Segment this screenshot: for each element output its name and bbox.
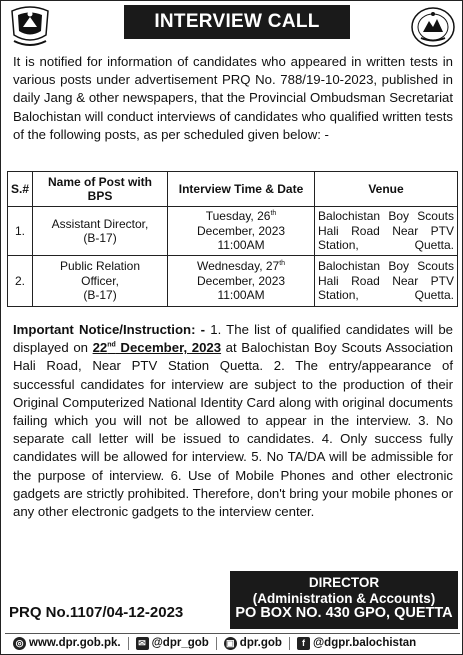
row-interview-time xyxy=(168,256,315,307)
venue-line: Hali Road Near PTV xyxy=(318,273,454,288)
day-suffix: th xyxy=(279,260,286,268)
divider xyxy=(216,637,217,650)
table-row xyxy=(8,256,458,307)
display-date-day: 22 xyxy=(92,340,108,356)
post-line: Assistant Director, xyxy=(51,216,149,231)
header-serial: S.# xyxy=(8,172,33,207)
display-date-suffix: nd xyxy=(107,341,116,349)
important-notice xyxy=(13,321,453,521)
instagram-link[interactable] xyxy=(224,637,282,650)
day-suffix: th xyxy=(270,210,277,218)
notice-text: 1. The list of qualified candidates will be displayed on xyxy=(13,322,453,356)
venue-line: Hali Road Near PTV xyxy=(318,223,454,238)
facebook-text: @dgpr.balochistan xyxy=(312,637,417,649)
twitter-icon: ✉ xyxy=(136,637,149,650)
table-header-row xyxy=(8,172,458,207)
instagram-text: dpr.gob xyxy=(239,637,282,649)
display-date xyxy=(93,340,221,355)
display-date-rest: December, 2023 xyxy=(115,340,222,356)
row-serial: 1. xyxy=(8,207,33,256)
venue-line: Station, Quetta. xyxy=(318,238,454,253)
website-link[interactable] xyxy=(13,637,121,650)
interview-time: 11:00AM xyxy=(217,288,265,303)
header-post-line2: BPS xyxy=(87,189,113,203)
notice-heading: Important Notice/Instruction: - xyxy=(13,322,206,337)
row-venue xyxy=(315,207,458,256)
header-post xyxy=(33,172,168,207)
header-post-line1: Name of Post with xyxy=(48,174,153,189)
interview-time: 11:00AM xyxy=(217,238,265,253)
interview-date: December, 2023 xyxy=(196,273,286,288)
venue-line: Station, Quetta. xyxy=(318,288,454,303)
twitter-link[interactable] xyxy=(136,637,209,650)
row-interview-time xyxy=(168,207,315,256)
venue-line: Balochistan Boy Scouts xyxy=(318,209,454,224)
director-po-box: PO BOX NO. 430 GPO, QUETTA xyxy=(235,605,453,621)
table-row xyxy=(8,207,458,256)
globe-icon: ◎ xyxy=(13,637,26,650)
header-time: Interview Time & Date xyxy=(168,172,315,207)
row-post xyxy=(33,207,168,256)
interview-day: Tuesday, 26 xyxy=(205,209,271,224)
venue-line: Balochistan Boy Scouts xyxy=(318,259,454,274)
interview-day: Wednesday, 27 xyxy=(196,259,280,274)
twitter-text: @dpr_gob xyxy=(151,637,209,649)
prq-number: PRQ No.1107/04-12-2023 xyxy=(9,604,184,621)
row-serial: 2. xyxy=(8,256,33,307)
page-title: INTERVIEW CALL xyxy=(124,5,350,39)
row-post xyxy=(33,256,168,307)
row-venue xyxy=(315,256,458,307)
post-line: Officer, xyxy=(81,273,119,288)
balochistan-seal-icon xyxy=(409,5,457,49)
post-line: (B-17) xyxy=(83,288,117,303)
director-title: DIRECTOR xyxy=(308,575,380,590)
director-address-block xyxy=(230,571,458,629)
post-line: (B-17) xyxy=(83,231,117,245)
director-department: (Administration & Accounts) xyxy=(252,590,436,606)
divider xyxy=(289,637,290,650)
website-text: www.dpr.gob.pk. xyxy=(29,637,121,649)
facebook-link[interactable] xyxy=(297,637,416,650)
divider xyxy=(128,637,129,650)
notice-text: at Balochistan Boy Scouts Association Hali Road, Near PTV Station Quetta. 2. The entry/appearance of successful candidates for interview are subject to the production of their Original Computerized National Identity Card along with original documents failing which you will not be allowed to appear in the interview. 3. No separate call letter will be issued to candidates. 4. Only success fully candidates will be allowed for interview. 5. No TA/DA will be admissible for the purpose of interview. 6. Use of Mobile Phones and other electronic gadgets are strictly prohibited. Therefore, don't bring your mobile phones or any other electronic gadgets to the interview center. xyxy=(13,340,454,520)
facebook-icon: f xyxy=(297,637,310,650)
header-venue: Venue xyxy=(315,172,458,207)
instagram-icon: ▣ xyxy=(224,637,237,650)
post-line: Public Relation xyxy=(59,259,141,274)
ombudsman-emblem-icon xyxy=(6,5,54,49)
intro-paragraph: It is notified for information of candidates who appeared in written tests in various posts under advertisement PRQ No. 788/19-10-2023, published in daily Jang & other newspapers, that the Provincial Ombudsman Secretariat Balochistan will conduct interviews of candidates who qualified written tests of the following posts, as per scheduled given below: - xyxy=(13,54,453,142)
interview-schedule-table xyxy=(7,171,458,307)
social-links-bar xyxy=(5,633,460,652)
interview-date: December, 2023 xyxy=(196,223,286,238)
